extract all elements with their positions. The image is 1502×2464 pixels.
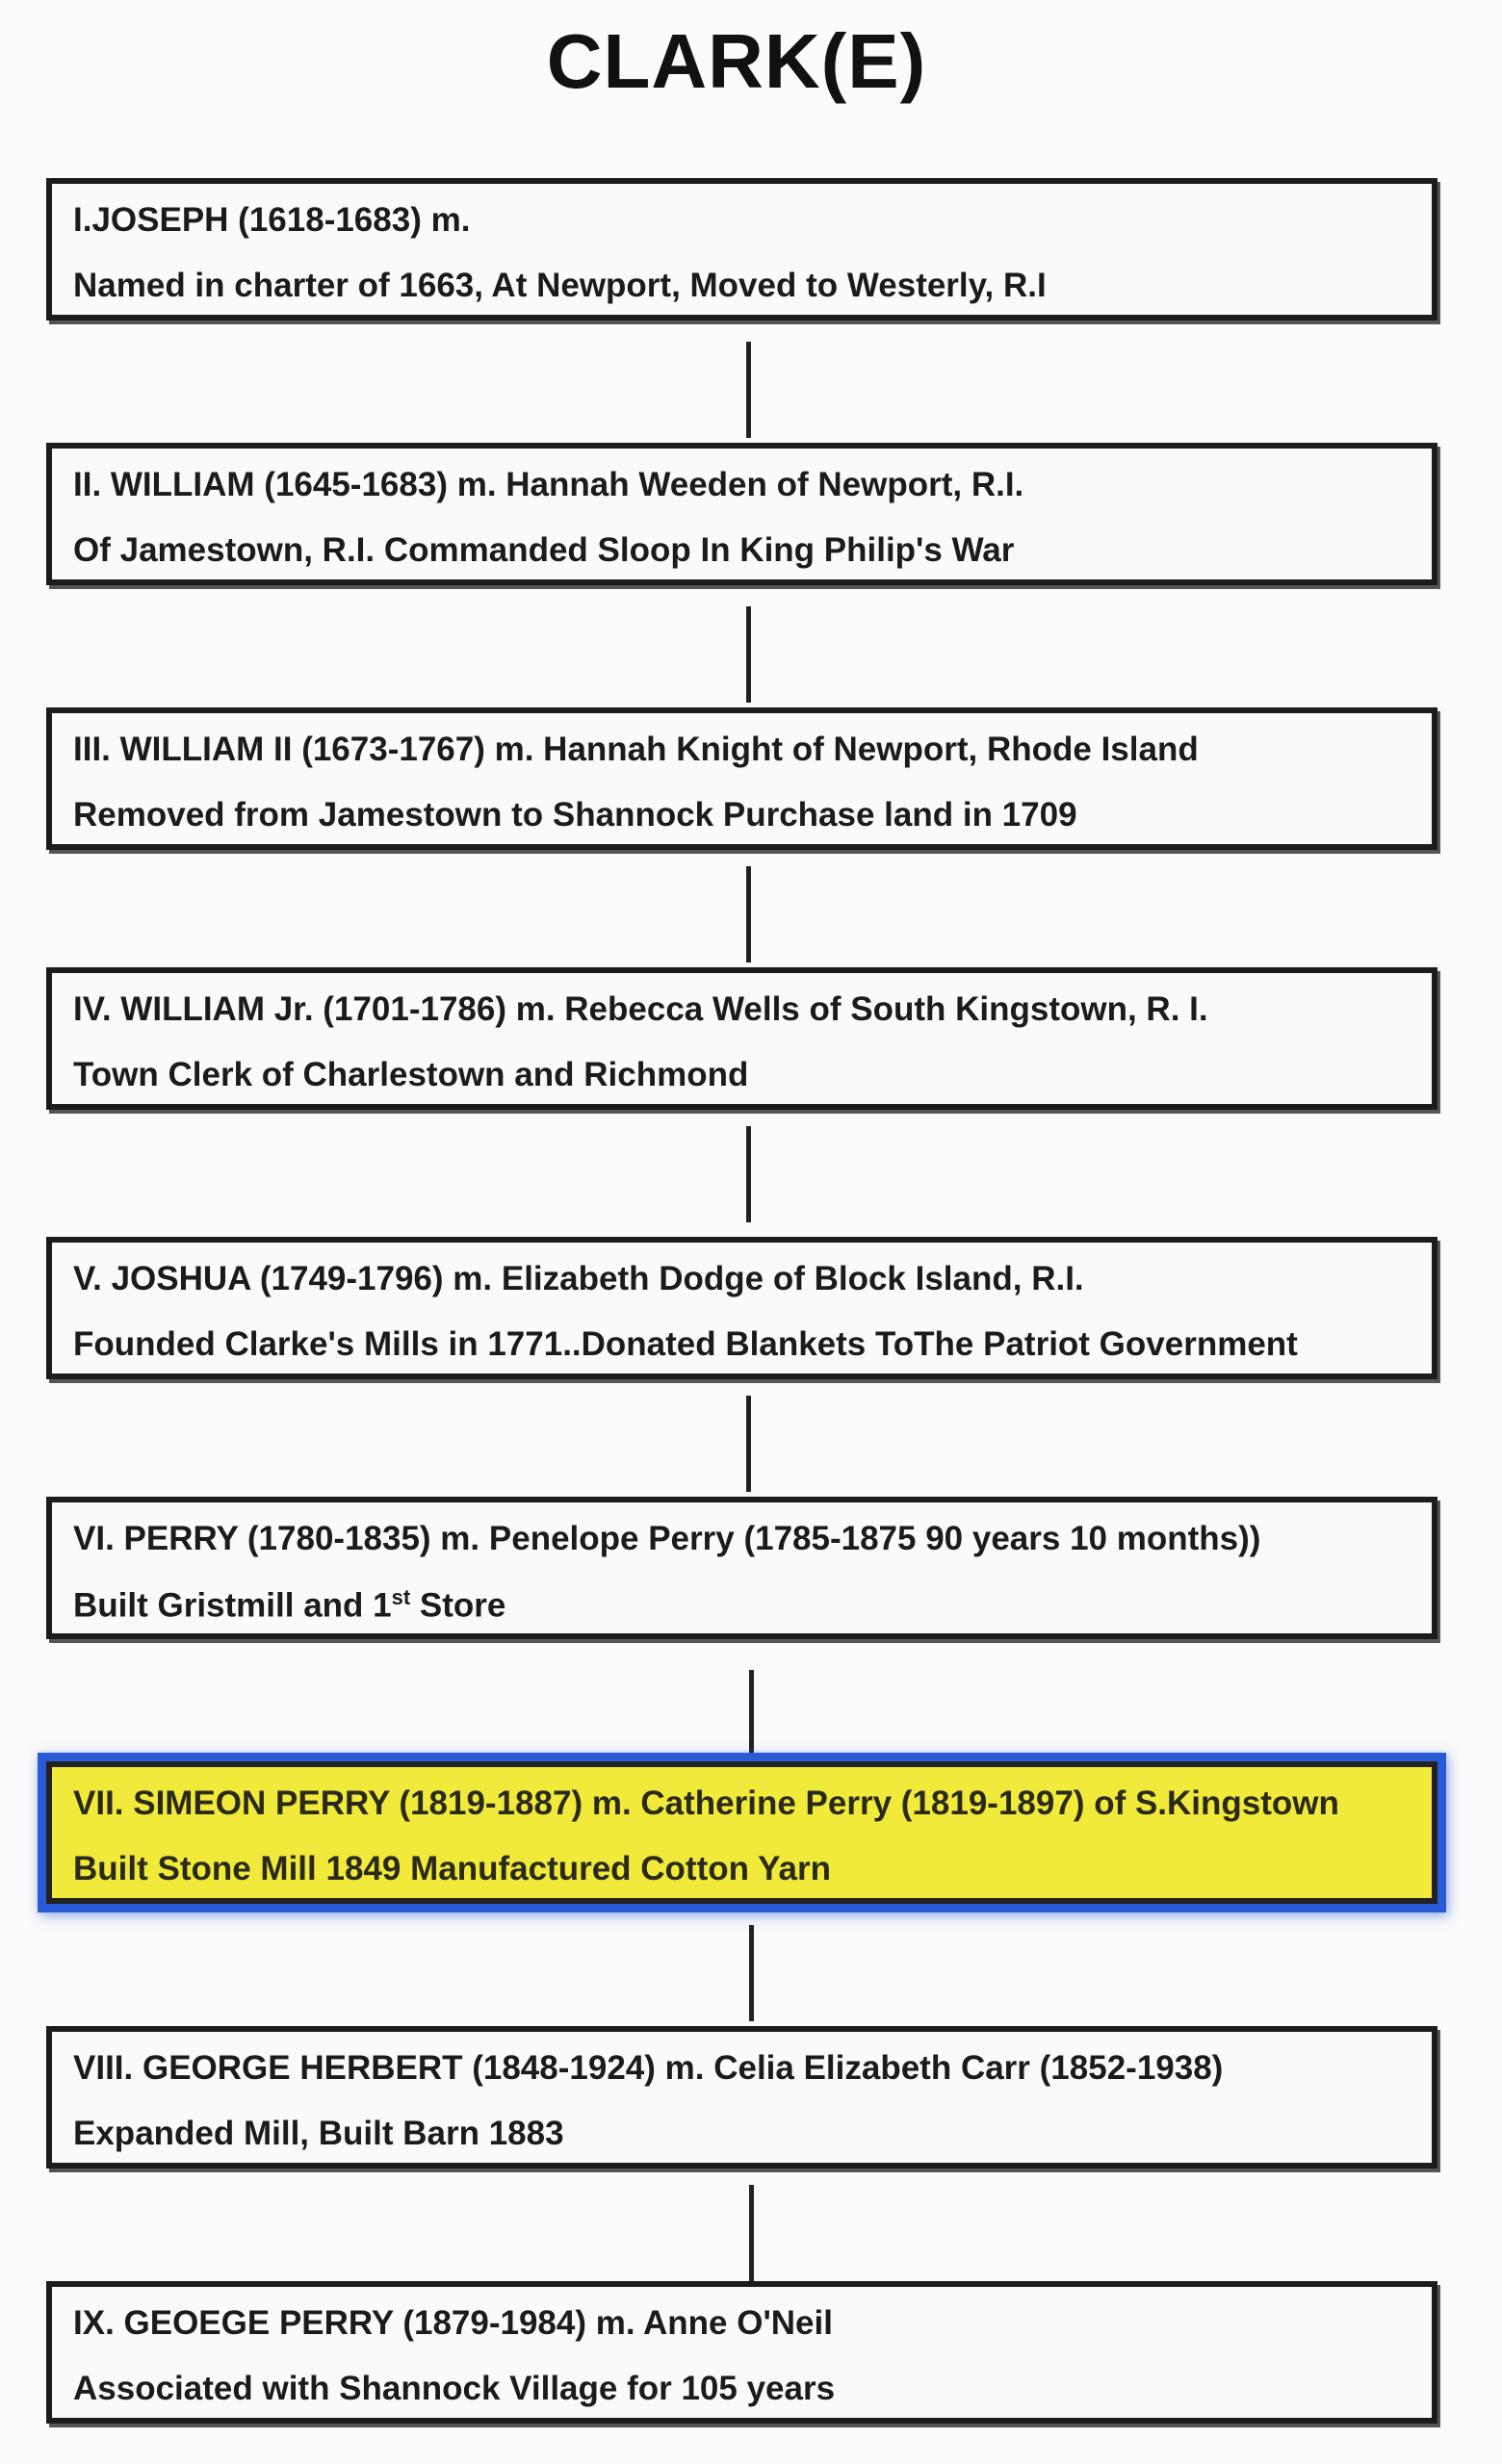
generation-heading: VII. SIMEON PERRY (1819-1887) m. Catherine Perry (1819-1897) of S.Kingstown [73,1784,1339,1822]
connector-line [746,606,751,703]
generation-box-2 [46,443,1437,585]
connector-line [746,1396,751,1492]
generation-heading: II. WILLIAM (1645-1683) m. Hannah Weeden of Newport, R.I. [73,466,1024,503]
generation-heading: V. JOSHUA (1749-1796) m. Elizabeth Dodge of Block Island, R.I. [73,1260,1084,1297]
generation-note: Built Stone Mill 1849 Manufactured Cotton Yarn [73,1850,831,1887]
generation-note: Expanded Mill, Built Barn 1883 [73,2115,564,2152]
connector-line [746,866,751,962]
generation-box-4 [46,967,1437,1110]
connector-line [749,1925,754,2021]
generation-heading: III. WILLIAM II (1673-1767) m. Hannah Knight of Newport, Rhode Island [73,731,1199,768]
generation-heading: VIII. GEORGE HERBERT (1848-1924) m. Celia Elizabeth Carr (1852-1938) [73,2049,1224,2087]
generation-heading: I.JOSEPH (1618-1683) m. [73,201,471,239]
generation-heading: IX. GEOEGE PERRY (1879-1984) m. Anne O'Neil [73,2304,833,2342]
generation-note: Town Clerk of Charlestown and Richmond [73,1056,749,1093]
page-title: CLARK(E) [546,18,927,104]
generation-note: Founded Clarke's Mills in 1771..Donated Blankets ToThe Patriot Government [73,1325,1298,1363]
generation-box-5 [46,1237,1437,1379]
connector-line [746,342,751,438]
generation-note: Associated with Shannock Village for 105 years [73,2370,836,2407]
generation-box-3 [46,707,1437,850]
ordinal-suffix: st [391,1585,411,1609]
generation-note: Removed from Jamestown to Shannock Purchase land in 1709 [73,796,1077,834]
connector-line [749,1670,754,1757]
generation-heading: VI. PERRY (1780-1835) m. Penelope Perry (1785-1875 90 years 10 months)) [73,1520,1261,1557]
generation-box-6 [46,1497,1437,1639]
generation-note: Named in charter of 1663, At Newport, Moved to Westerly, R.I [73,267,1047,304]
generation-note [73,1585,505,1626]
note-text: Store [410,1586,506,1625]
generation-box-9 [46,2281,1437,2424]
connector-line [749,2185,754,2281]
generation-heading: IV. WILLIAM Jr. (1701-1786) m. Rebecca Wells of South Kingstown, R. I. [73,990,1208,1028]
generation-note: Of Jamestown, R.I. Commanded Sloop In King Philip's War [73,531,1015,569]
generation-box-1 [46,178,1437,321]
generation-box-7-highlighted [46,1761,1437,1904]
generation-box-8 [46,2026,1437,2169]
note-text: Built Gristmill and 1 [73,1586,392,1625]
connector-line [746,1126,751,1222]
